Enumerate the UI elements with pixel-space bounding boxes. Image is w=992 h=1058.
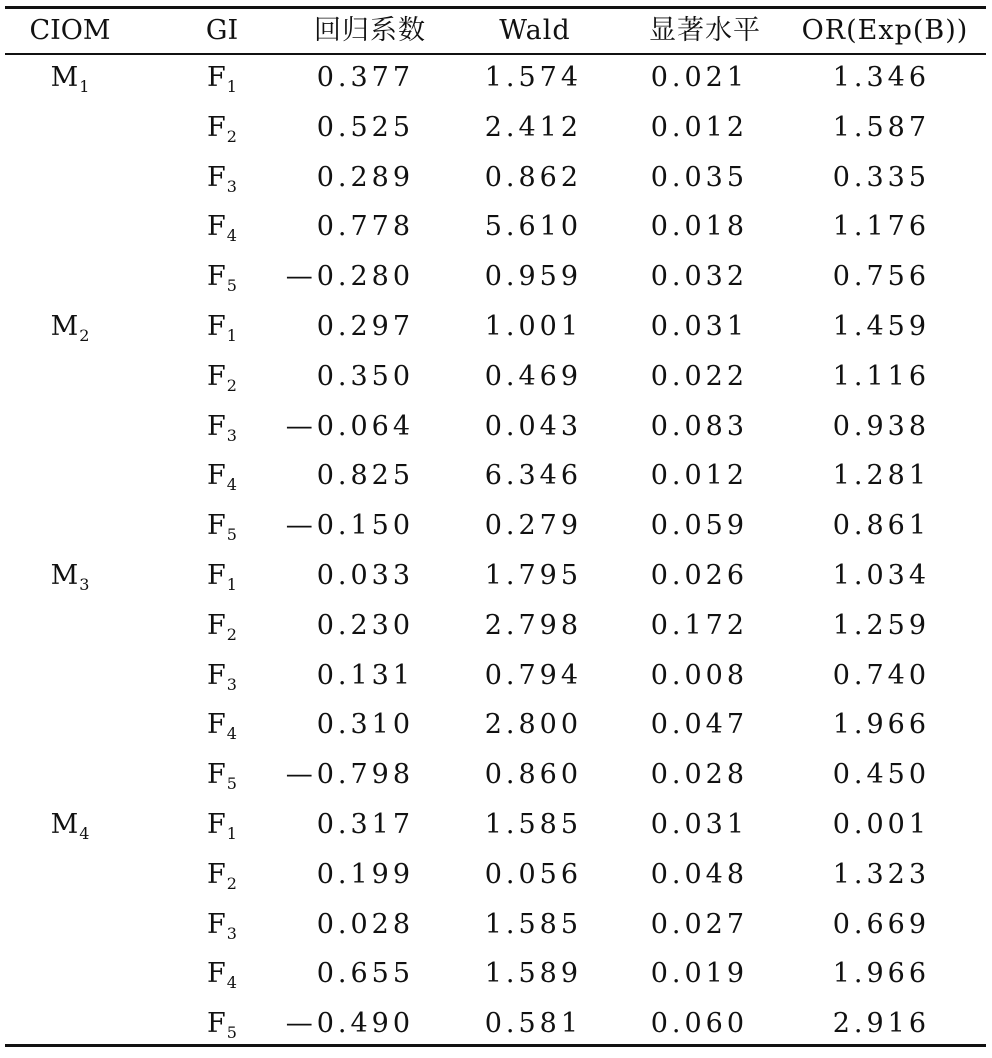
cell-odds-ratio (810, 352, 930, 402)
cell-significance-text: 0.021 (650, 62, 748, 93)
cell-significance-text: 0.083 (650, 410, 748, 442)
cell-coefficient-text: 0.317 (316, 809, 414, 840)
table-row (0, 850, 992, 900)
table-row (0, 900, 992, 950)
cell-significance-text: 0.028 (650, 759, 748, 791)
cell-significance (636, 451, 748, 501)
cell-ciom (10, 651, 130, 701)
cell-significance (636, 501, 748, 551)
cell-significance (636, 850, 748, 900)
cell-odds-ratio (810, 202, 930, 252)
cell-ciom-text: M (50, 311, 79, 342)
cell-odds-ratio-text: 0.861 (832, 510, 930, 542)
cell-ciom (10, 900, 130, 950)
cell-odds-ratio-text: 0.335 (832, 161, 930, 193)
cell-coefficient-text: 0.033 (316, 560, 414, 591)
cell-gi-text: F (207, 161, 226, 193)
cell-gi (182, 551, 262, 601)
cell-ciom-subscript: 4 (79, 824, 90, 843)
cell-coefficient-text: 0.377 (316, 62, 414, 93)
cell-coefficient-text: —0.280 (285, 261, 414, 293)
cell-wald (470, 800, 582, 850)
header-gi: GI (205, 15, 239, 46)
cell-wald-text: 0.056 (484, 858, 582, 890)
cell-coefficient-text: —0.490 (285, 1008, 414, 1040)
cell-odds-ratio (810, 601, 930, 651)
cell-coefficient-text: 0.655 (316, 958, 414, 990)
cell-ciom (10, 451, 130, 501)
cell-odds-ratio-text: 1.459 (832, 311, 930, 342)
cell-gi (182, 53, 262, 103)
cell-coefficient (280, 451, 414, 501)
cell-odds-ratio-text: 0.740 (832, 659, 930, 691)
cell-gi-text: F (207, 560, 226, 591)
cell-ciom (10, 750, 130, 800)
cell-odds-ratio (810, 103, 930, 153)
cell-ciom (10, 949, 130, 999)
cell-wald-text: 0.862 (484, 161, 582, 193)
cell-gi (182, 999, 262, 1049)
cell-gi-subscript: 2 (226, 375, 237, 395)
cell-gi-subscript: 1 (226, 575, 237, 594)
cell-gi-text: F (207, 709, 226, 741)
cell-odds-ratio (810, 800, 930, 850)
cell-significance-text: 0.008 (650, 659, 748, 691)
cell-gi-text: F (207, 261, 226, 293)
cell-gi-subscript: 4 (226, 226, 237, 246)
cell-significance (636, 402, 748, 452)
cell-significance (636, 551, 748, 601)
cell-coefficient-text: —0.064 (285, 410, 414, 442)
cell-wald-text: 2.412 (484, 111, 582, 143)
cell-ciom-text: M (50, 62, 79, 93)
cell-odds-ratio-text: 1.176 (832, 211, 930, 243)
cell-gi (182, 850, 262, 900)
cell-significance-text: 0.018 (650, 211, 748, 243)
cell-significance-text: 0.060 (650, 1008, 748, 1040)
cell-significance (636, 202, 748, 252)
header-odds-ratio: OR(Exp(B)) (801, 15, 969, 46)
cell-gi-subscript: 4 (226, 724, 237, 744)
cell-gi-text: F (207, 360, 226, 392)
cell-ciom (10, 202, 130, 252)
cell-wald-text: 1.585 (484, 809, 582, 840)
header-wald: Wald (499, 15, 571, 46)
cell-gi (182, 700, 262, 750)
cell-ciom (10, 53, 130, 103)
cell-significance-text: 0.012 (650, 111, 748, 143)
cell-significance-text: 0.026 (650, 560, 748, 591)
cell-ciom (10, 153, 130, 203)
cell-coefficient (280, 850, 414, 900)
cell-coefficient (280, 999, 414, 1049)
cell-significance (636, 999, 748, 1049)
cell-gi-subscript: 5 (226, 525, 237, 545)
cell-ciom (10, 402, 130, 452)
cell-gi (182, 402, 262, 452)
cell-odds-ratio (810, 750, 930, 800)
header-regression-coefficient: 回归系数 (314, 15, 426, 46)
cell-gi (182, 252, 262, 302)
table-row (0, 103, 992, 153)
table-bottom-rule (5, 1044, 986, 1047)
cell-odds-ratio-text: 1.281 (832, 460, 930, 492)
cell-gi (182, 900, 262, 950)
cell-coefficient-text: —0.150 (285, 510, 414, 542)
cell-coefficient (280, 501, 414, 551)
cell-odds-ratio-text: 1.346 (832, 62, 930, 93)
cell-coefficient (280, 601, 414, 651)
table-row (0, 700, 992, 750)
table-row (0, 750, 992, 800)
cell-gi-subscript: 4 (226, 973, 237, 993)
cell-ciom (10, 601, 130, 651)
cell-odds-ratio (810, 949, 930, 999)
cell-significance-text: 0.031 (650, 311, 748, 342)
cell-significance (636, 103, 748, 153)
cell-coefficient-text: 0.525 (316, 111, 414, 143)
cell-gi-text: F (207, 609, 226, 641)
table-row (0, 501, 992, 551)
cell-wald-text: 1.795 (484, 560, 582, 591)
cell-significance-text: 0.172 (650, 609, 748, 641)
cell-coefficient (280, 750, 414, 800)
cell-ciom (10, 551, 130, 601)
cell-ciom (10, 850, 130, 900)
cell-gi (182, 202, 262, 252)
cell-significance (636, 302, 748, 352)
cell-gi-text: F (207, 460, 226, 492)
cell-odds-ratio-text: 1.587 (832, 111, 930, 143)
header-significance: 显著水平 (649, 15, 761, 46)
table-row (0, 252, 992, 302)
cell-ciom (10, 700, 130, 750)
cell-gi (182, 800, 262, 850)
cell-significance-text: 0.047 (650, 709, 748, 741)
cell-gi-text: F (207, 809, 226, 840)
cell-wald (470, 551, 582, 601)
cell-coefficient (280, 153, 414, 203)
cell-ciom (10, 352, 130, 402)
cell-gi-subscript: 3 (226, 425, 237, 445)
cell-wald (470, 53, 582, 103)
cell-coefficient-text: 0.350 (316, 360, 414, 392)
cell-gi-subscript: 2 (226, 624, 237, 644)
table-header-row (0, 8, 992, 53)
cell-gi-subscript: 3 (226, 923, 237, 943)
cell-significance (636, 700, 748, 750)
cell-gi-subscript: 1 (226, 326, 237, 345)
cell-odds-ratio-text: 1.966 (832, 958, 930, 990)
cell-significance (636, 153, 748, 203)
cell-wald-text: 0.043 (484, 410, 582, 442)
table-row (0, 302, 992, 352)
cell-coefficient (280, 700, 414, 750)
cell-gi (182, 103, 262, 153)
cell-wald-text: 0.279 (484, 510, 582, 542)
cell-significance (636, 53, 748, 103)
cell-coefficient-text: 0.131 (316, 659, 414, 691)
cell-gi (182, 352, 262, 402)
cell-coefficient (280, 202, 414, 252)
cell-wald-text: 1.574 (484, 62, 582, 93)
cell-ciom-text: M (50, 560, 79, 591)
cell-coefficient-text: 0.230 (316, 609, 414, 641)
cell-odds-ratio-text: 0.450 (832, 759, 930, 791)
cell-gi-subscript: 5 (226, 276, 237, 296)
cell-wald (470, 302, 582, 352)
cell-odds-ratio (810, 900, 930, 950)
cell-significance-text: 0.048 (650, 858, 748, 890)
cell-coefficient (280, 551, 414, 601)
cell-significance-text: 0.022 (650, 360, 748, 392)
cell-wald-text: 1.589 (484, 958, 582, 990)
cell-gi-text: F (207, 62, 226, 93)
cell-coefficient-text: 0.778 (316, 211, 414, 243)
cell-gi (182, 153, 262, 203)
cell-wald (470, 750, 582, 800)
cell-gi (182, 651, 262, 701)
table-row (0, 800, 992, 850)
cell-significance-text: 0.012 (650, 460, 748, 492)
cell-wald (470, 850, 582, 900)
cell-gi (182, 750, 262, 800)
cell-wald (470, 402, 582, 452)
cell-odds-ratio-text: 0.669 (832, 908, 930, 940)
cell-significance-text: 0.032 (650, 261, 748, 293)
cell-odds-ratio (810, 999, 930, 1049)
cell-coefficient-text: —0.798 (285, 759, 414, 791)
cell-coefficient-text: 0.289 (316, 161, 414, 193)
table-row (0, 451, 992, 501)
cell-coefficient (280, 949, 414, 999)
cell-gi-subscript: 3 (226, 176, 237, 196)
cell-wald-text: 0.469 (484, 360, 582, 392)
cell-significance (636, 601, 748, 651)
cell-ciom-subscript: 3 (79, 575, 90, 594)
table-row (0, 402, 992, 452)
cell-gi-text: F (207, 311, 226, 342)
cell-coefficient (280, 103, 414, 153)
cell-gi-text: F (207, 1008, 226, 1040)
cell-odds-ratio (810, 402, 930, 452)
cell-gi-subscript: 1 (226, 77, 237, 96)
cell-odds-ratio (810, 651, 930, 701)
cell-gi-text: F (207, 858, 226, 890)
cell-ciom-subscript: 2 (79, 326, 90, 345)
cell-wald (470, 451, 582, 501)
cell-coefficient-text: 0.825 (316, 460, 414, 492)
cell-coefficient (280, 53, 414, 103)
cell-significance (636, 750, 748, 800)
cell-coefficient (280, 402, 414, 452)
cell-gi-subscript: 3 (226, 674, 237, 694)
cell-coefficient (280, 252, 414, 302)
cell-odds-ratio-text: 1.116 (832, 360, 930, 392)
cell-significance-text: 0.019 (650, 958, 748, 990)
table-row (0, 352, 992, 402)
cell-coefficient (280, 651, 414, 701)
cell-gi-text: F (207, 510, 226, 542)
cell-significance-text: 0.031 (650, 809, 748, 840)
cell-coefficient (280, 900, 414, 950)
cell-wald (470, 900, 582, 950)
cell-coefficient (280, 800, 414, 850)
cell-ciom (10, 999, 130, 1049)
cell-gi (182, 949, 262, 999)
header-ciom: CIOM (29, 15, 111, 46)
cell-gi-subscript: 2 (226, 873, 237, 893)
cell-significance (636, 252, 748, 302)
cell-significance (636, 651, 748, 701)
cell-ciom-subscript: 1 (79, 77, 90, 96)
cell-coefficient-text: 0.297 (316, 311, 414, 342)
cell-odds-ratio-text: 0.756 (832, 261, 930, 293)
cell-odds-ratio (810, 302, 930, 352)
cell-wald-text: 1.585 (484, 908, 582, 940)
table-row (0, 153, 992, 203)
cell-odds-ratio (810, 501, 930, 551)
cell-significance-text: 0.035 (650, 161, 748, 193)
cell-odds-ratio (810, 850, 930, 900)
cell-wald-text: 0.794 (484, 659, 582, 691)
cell-wald-text: 0.959 (484, 261, 582, 293)
cell-gi-text: F (207, 908, 226, 940)
table-row (0, 202, 992, 252)
cell-wald (470, 153, 582, 203)
cell-wald (470, 700, 582, 750)
table-row (0, 651, 992, 701)
cell-odds-ratio (810, 53, 930, 103)
cell-wald (470, 103, 582, 153)
cell-significance (636, 900, 748, 950)
cell-odds-ratio (810, 700, 930, 750)
cell-wald (470, 352, 582, 402)
cell-coefficient-text: 0.199 (316, 858, 414, 890)
cell-ciom (10, 252, 130, 302)
cell-gi (182, 302, 262, 352)
cell-gi-text: F (207, 958, 226, 990)
cell-wald-text: 5.610 (484, 211, 582, 243)
cell-wald (470, 999, 582, 1049)
cell-ciom-text: M (50, 809, 79, 840)
cell-significance-text: 0.059 (650, 510, 748, 542)
cell-gi-text: F (207, 111, 226, 143)
cell-gi-text: F (207, 211, 226, 243)
cell-significance-text: 0.027 (650, 908, 748, 940)
cell-coefficient-text: 0.028 (316, 908, 414, 940)
cell-ciom (10, 501, 130, 551)
cell-ciom (10, 103, 130, 153)
cell-gi-subscript: 2 (226, 126, 237, 146)
cell-odds-ratio (810, 451, 930, 501)
cell-gi (182, 501, 262, 551)
cell-gi-text: F (207, 659, 226, 691)
cell-odds-ratio-text: 1.034 (832, 560, 930, 591)
cell-gi (182, 601, 262, 651)
cell-significance (636, 352, 748, 402)
table-row (0, 53, 992, 103)
cell-ciom (10, 800, 130, 850)
cell-significance (636, 949, 748, 999)
cell-odds-ratio (810, 153, 930, 203)
table-row (0, 999, 992, 1049)
cell-gi-subscript: 5 (226, 1023, 237, 1043)
cell-odds-ratio-text: 1.966 (832, 709, 930, 741)
cell-wald-text: 1.001 (484, 311, 582, 342)
cell-odds-ratio-text: 1.259 (832, 609, 930, 641)
cell-odds-ratio (810, 252, 930, 302)
table-row (0, 949, 992, 999)
cell-coefficient-text: 0.310 (316, 709, 414, 741)
cell-coefficient (280, 302, 414, 352)
cell-wald (470, 949, 582, 999)
cell-wald-text: 0.860 (484, 759, 582, 791)
cell-wald-text: 0.581 (484, 1008, 582, 1040)
cell-wald-text: 2.800 (484, 709, 582, 741)
cell-wald-text: 2.798 (484, 609, 582, 641)
cell-odds-ratio-text: 2.916 (832, 1008, 930, 1040)
cell-gi-subscript: 4 (226, 475, 237, 495)
cell-coefficient (280, 352, 414, 402)
cell-odds-ratio (810, 551, 930, 601)
cell-wald (470, 252, 582, 302)
cell-odds-ratio-text: 1.323 (832, 858, 930, 890)
cell-significance (636, 800, 748, 850)
cell-wald (470, 651, 582, 701)
table-row (0, 551, 992, 601)
cell-wald (470, 202, 582, 252)
cell-wald (470, 501, 582, 551)
cell-odds-ratio-text: 0.001 (832, 809, 930, 840)
cell-wald-text: 6.346 (484, 460, 582, 492)
cell-gi-text: F (207, 410, 226, 442)
cell-gi (182, 451, 262, 501)
cell-gi-subscript: 1 (226, 824, 237, 843)
cell-odds-ratio-text: 0.938 (832, 410, 930, 442)
cell-gi-subscript: 5 (226, 774, 237, 794)
cell-ciom (10, 302, 130, 352)
cell-gi-text: F (207, 759, 226, 791)
cell-wald (470, 601, 582, 651)
table-row (0, 601, 992, 651)
